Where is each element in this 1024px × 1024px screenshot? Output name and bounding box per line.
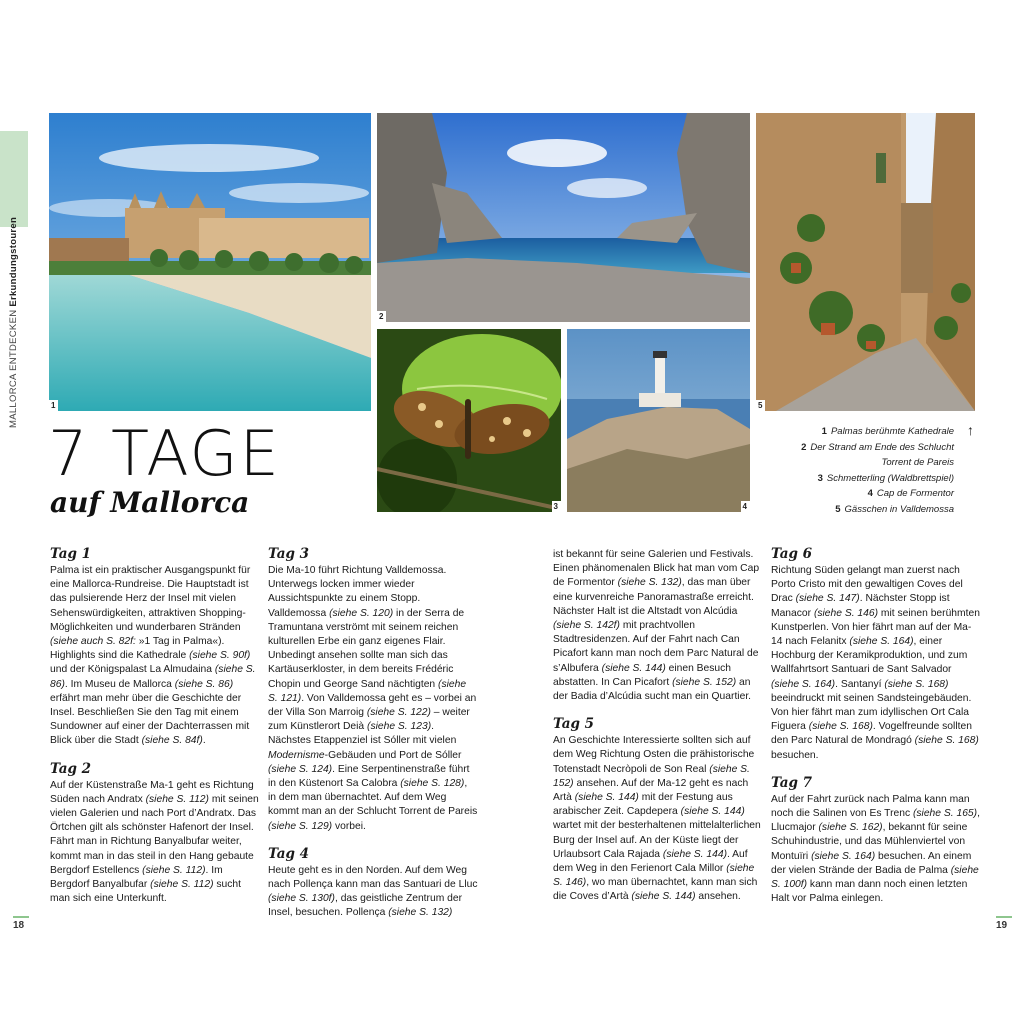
photo-number: 2 [377, 311, 386, 322]
caption-line: 3 Schmetterling (Waldbrettspiel) [817, 472, 954, 484]
day-heading: Tag 2 [50, 760, 92, 777]
page-title: 7 TAGE [48, 417, 281, 490]
photo-palma-cathedral [49, 113, 371, 411]
page-subtitle: auf Mallorca [50, 486, 250, 519]
photo-number: 3 [552, 501, 561, 512]
caption-line: 2 Der Strand am Ende des Schlucht [801, 441, 954, 453]
day-text: ist bekannt für seine Galerien und Festivals. Einen phänomenalen Blick hat man vom Cap de Formentor (siehe S. 132), das man über eine kurvenreiche Panoramastraße erreicht. Nächster Halt ist die Altstadt von Alcúdia (siehe S. 142f) mit prachtvollen Stadtresidenzen. Auf der Fahrt nach Can Picafort kann man noch dem Parc Natural de s’Albufera (siehe S. 144) einen Besuch abstatten. In Can Picafort (siehe S. 152) an der Badia d’Alcúdia sucht man ein Quartier. [553, 549, 760, 703]
day-text: Auf der Fahrt zurück nach Palma kann man noch die Salinen von Es Trenc (siehe S. 165), Llucmajor (siehe S. 162), bekannt für seine Schuhindustrie, und das Mühlenviertel von Montuïri (siehe S. 164) besuchen. An einem der vielen Strände der Badia de Palma (siehe S. 100f) kann man dann noch einen letzten Halt vor Palma einlegen. [771, 793, 980, 905]
caption-line: 1 Palmas berühmte Kathedrale [821, 426, 954, 437]
text-column-3 [553, 548, 763, 917]
day-text: Die Ma-10 führt Richtung Valldemossa. Unterwegs locken immer wieder Aussichtspunkte zu einem Stopp. Valldemossa (siehe S. 120) in der Serra de Tramuntana verströmt mit seinem reichen kulturellen Erbe ein ganz eigenes Flair. Unbedingt ansehen sollte man sich das Kartäuserkloster, in dem bereits Frédéric Chopin und George Sand nächtigten (siehe S. 121). Von Valldemossa geht es – vorbei an der Villa Son Marroig (siehe S. 122) – weiter zum Künstlerort Deià (siehe S. 123). Nächstes Etappenziel ist Sóller mit vielen Modernisme-Gebäuden und Port de Sóller (siehe S. 124). Eine Serpentinenstraße führt in den Küstenort Sa Calobra (siehe S. 128), in dem man übernachtet. Auf dem Weg kommt man an der Schlucht Torrent de Pareis (siehe S. 129) vorbei. [268, 565, 478, 832]
day-text: An Geschichte Interessierte sollten sich auf dem Weg Richtung Osten die prähistorische Totenstadt Necròpoli de Son Real (siehe S. 152) ansehen. Auf der Ma-12 geht es nach Artà (siehe S. 144) mit der Festung aus arabischer Zeit. Capdepera (siehe S. 144) wartet mit der besterhaltenen mittelalterlichen Burg der Insel auf. An der Küste liegt der Urlaubsort Cala Rajada (siehe S. 144). Auf dem Weg in den Ferienort Cala Millor (siehe S. 146), wo man übernachtet, kann man sich die Coves d’Artà (siehe S. 144) ansehen. [553, 735, 761, 903]
day-heading: Tag 6 [771, 546, 813, 562]
text-column-4 [771, 546, 981, 918]
day-text: Palma ist ein praktischer Ausgangspunkt für eine Mallorca-Rundreise. Die Hauptstadt ist das pulsierende Herz der Insel mit vielen Sehenswürdigkeiten, attraktiven Shopping-Möglichkeiten und wunderbaren Stränden (siehe auch S. 82f: »1 Tag in Palma«). Highlights sind die Kathedrale (siehe S. 90f) und der Königspalast La Almudaina (siehe S. 86). Im Museu de Mallorca (siehe S. 86) erfährt man mehr über die Geschichte der Insel. Beschließen Sie den Tag mit einem Sundowner auf einer der Dachterrassen mit Blick über die Stadt (siehe S. 84f). [50, 565, 256, 747]
day-heading: Tag 1 [50, 546, 92, 562]
section-label: MALLORCA ENTDECKEN Erkundungstouren [8, 216, 19, 428]
text-column-1 [50, 546, 260, 918]
photo-number: 4 [741, 501, 750, 512]
day-text: Richtung Süden gelangt man zuerst nach Porto Cristo mit den gewaltigen Coves del Drac (siehe S. 147). Nächster Stopp ist Manacor (siehe S. 146) mit seinen berühmten Kunstperlen. Von hier fährt man auf der Ma-14 nach Felanitx (siehe S. 164), einer Hochburg der Keramikproduktion, und zum Wallfahrtsort Santuari de Sant Salvador (siehe S. 164). Santanyí (siehe S. 168) beeindruckt mit seinen Sandsteingebäuden. Von hier fährt man zum idyllischen Ort Cala Figuera (siehe S. 168). Vogelfreunde sollten den Parc Natural de Mondragó (siehe S. 168) besuchen. [771, 565, 980, 761]
photo-cap-de-formentor [567, 329, 750, 512]
arrow-up-icon: ↑ [967, 422, 974, 438]
page-number-right: 19 [996, 920, 1008, 931]
caption-line: 5 Gässchen in Valldemossa [835, 503, 954, 515]
photo-number: 5 [756, 400, 765, 411]
page-number-left: 18 [13, 920, 25, 931]
day-heading: Tag 3 [268, 546, 310, 562]
day-text: Auf der Küstenstraße Ma-1 geht es Richtung Süden nach Andratx (siehe S. 112) mit seinen vielen Galerien und nach Port d’Andratx. Das Örtchen gilt als schönster Hafenort der Insel. Fährt man in Richtung Banyalbufar weiter, kommt man in das steil in den Hang gebaute Bergdorf Estellencs (siehe S. 112). Im Bergdorf Banyalbufar (siehe S. 112) sucht man sich eine Unterkunft. [50, 779, 259, 905]
day-text: Heute geht es in den Norden. Auf dem Weg nach Pollença kann man das Santuari de Lluc (siehe S. 130f), das geistliche Zentrum der Insel, besuchen. Pollença (siehe S. 132) [268, 864, 478, 919]
photo-captions [754, 424, 954, 517]
photo-butterfly [377, 329, 561, 512]
caption-line: 4 Cap de Formentor [867, 488, 954, 499]
photo-number: 1 [49, 400, 58, 411]
caption-line: Torrent de Pareis [881, 457, 954, 468]
text-column-2 [268, 546, 478, 933]
photo-torrent-de-pareis [377, 113, 750, 322]
day-heading: Tag 7 [771, 774, 813, 791]
day-heading: Tag 5 [553, 716, 595, 733]
photo-valldemossa-alley [756, 113, 975, 411]
day-heading: Tag 4 [268, 845, 310, 862]
